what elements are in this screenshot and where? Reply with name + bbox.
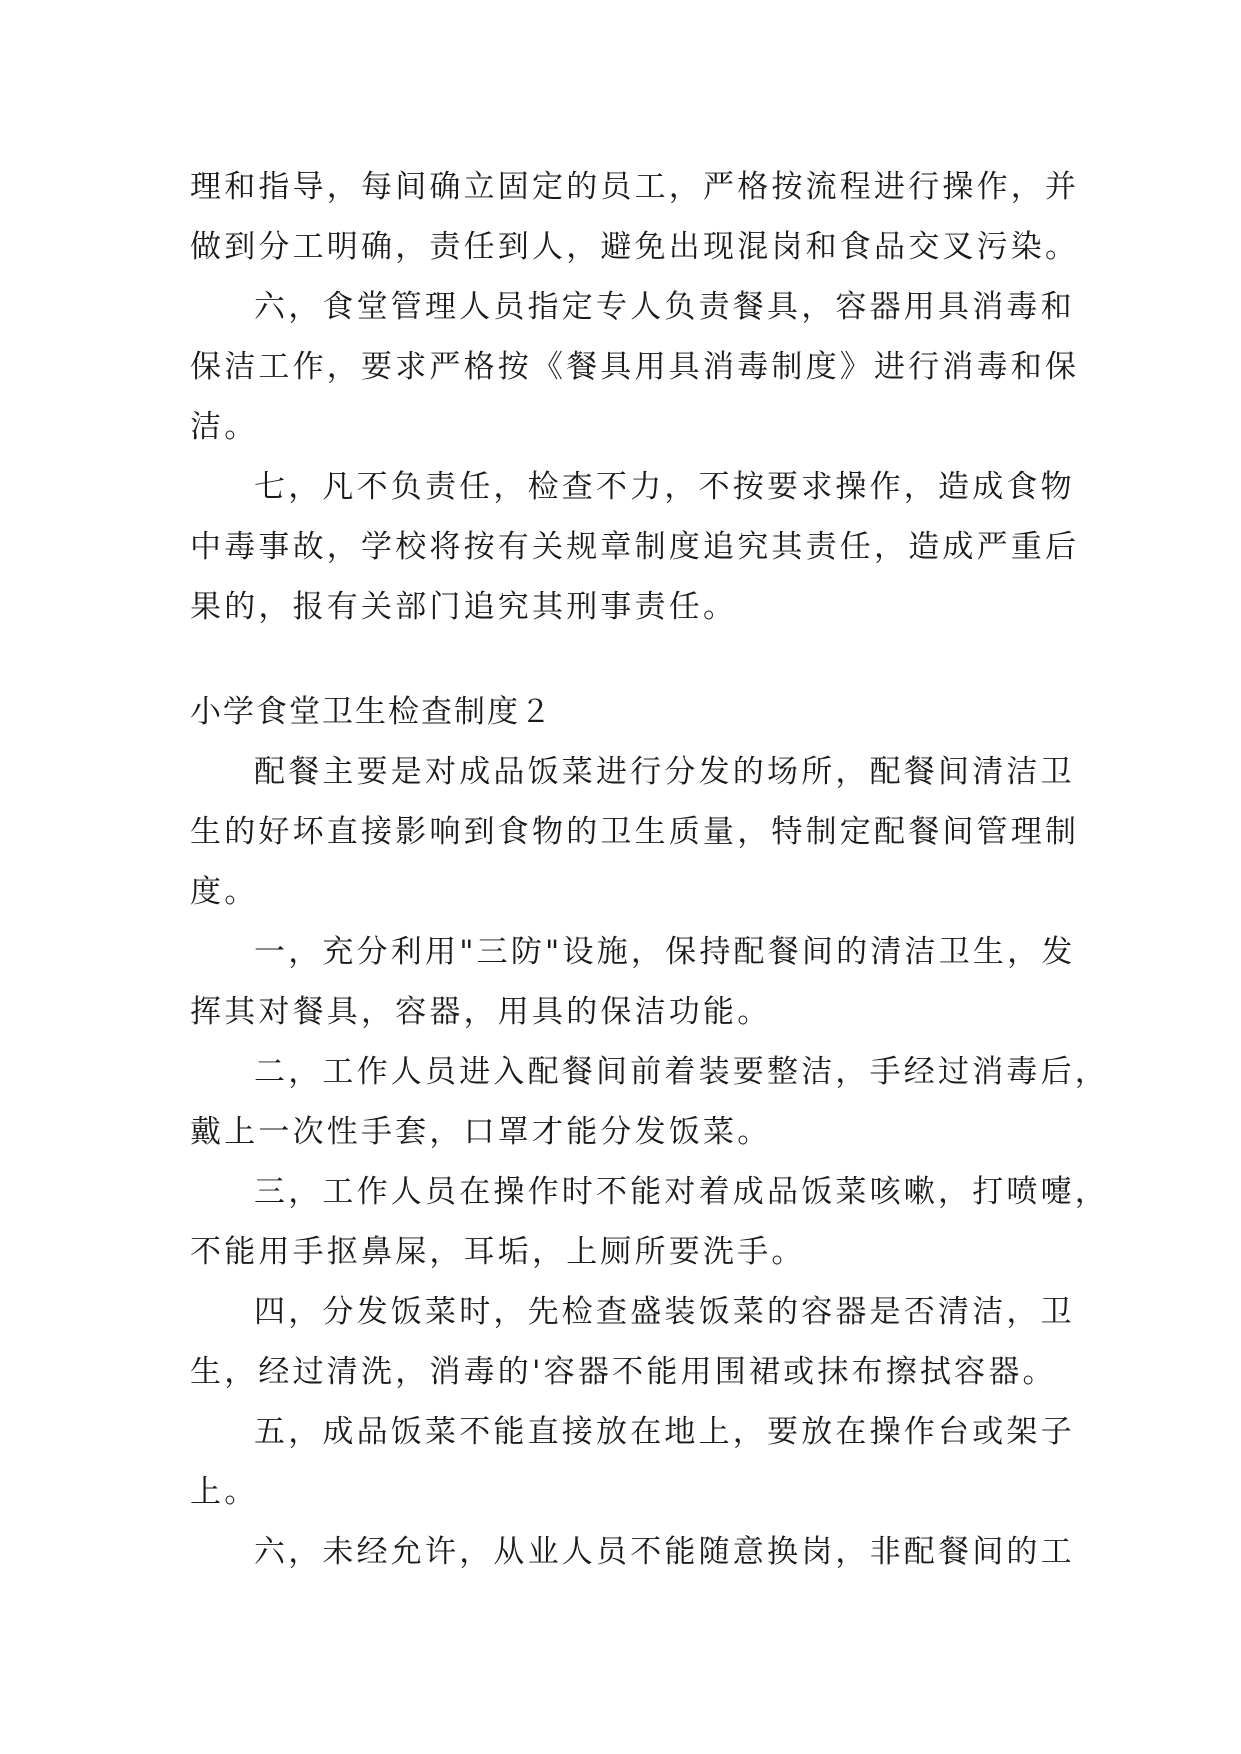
text-line: 度。 <box>190 874 259 910</box>
text-line: 二，工作人员进入配餐间前着装要整洁，手经过消毒后， <box>254 1054 1109 1090</box>
text-line: 七，凡不负责任，检查不力，不按要求操作，造成食物 <box>254 469 1075 505</box>
text-line: 洁。 <box>190 409 259 445</box>
text-line: 六，食堂管理人员指定专人负责餐具，容器用具消毒和 <box>254 289 1075 325</box>
text-line: 三，工作人员在操作时不能对着成品饭菜咳嗽，打喷嚏， <box>254 1174 1109 1210</box>
text-line: 一，充分利用"三防"设施，保持配餐间的清洁卫生，发 <box>254 934 1076 970</box>
text-line: 六，未经允许，从业人员不能随意换岗，非配餐间的工 <box>254 1534 1075 1570</box>
text-line: 果的，报有关部门追究其刑事责任。 <box>190 589 738 625</box>
text-line: 四，分发饭菜时，先检查盛装饭菜的容器是否清洁，卫 <box>254 1294 1075 1330</box>
text-line: 中毒事故，学校将按有关规章制度追究其责任，造成严重后 <box>190 529 1080 565</box>
text-line: 生，经过清洗，消毒的'容器不能用围裙或抹布擦拭容器。 <box>190 1354 1057 1390</box>
text-line: 上。 <box>190 1474 259 1510</box>
text-line: 理和指导，每间确立固定的员工，严格按流程进行操作，并 <box>190 169 1080 205</box>
text-line: 保洁工作，要求严格按《餐具用具消毒制度》进行消毒和保 <box>190 349 1080 385</box>
section-heading: 小学食堂卫生检查制度２ <box>190 694 553 730</box>
text-line: 挥其对餐具，容器，用具的保洁功能。 <box>190 994 772 1030</box>
text-line: 配餐主要是对成品饭菜进行分发的场所，配餐间清洁卫 <box>254 754 1075 790</box>
text-line: 戴上一次性手套，口罩才能分发饭菜。 <box>190 1114 772 1150</box>
text-line: 做到分工明确，责任到人，避免出现混岗和食品交叉污染。 <box>190 229 1080 265</box>
text-line: 五，成品饭菜不能直接放在地上，要放在操作台或架子 <box>254 1414 1075 1450</box>
text-line: 不能用手抠鼻屎，耳垢，上厕所要洗手。 <box>190 1234 806 1270</box>
text-line: 生的好坏直接影响到食物的卫生质量，特制定配餐间管理制 <box>190 814 1080 850</box>
